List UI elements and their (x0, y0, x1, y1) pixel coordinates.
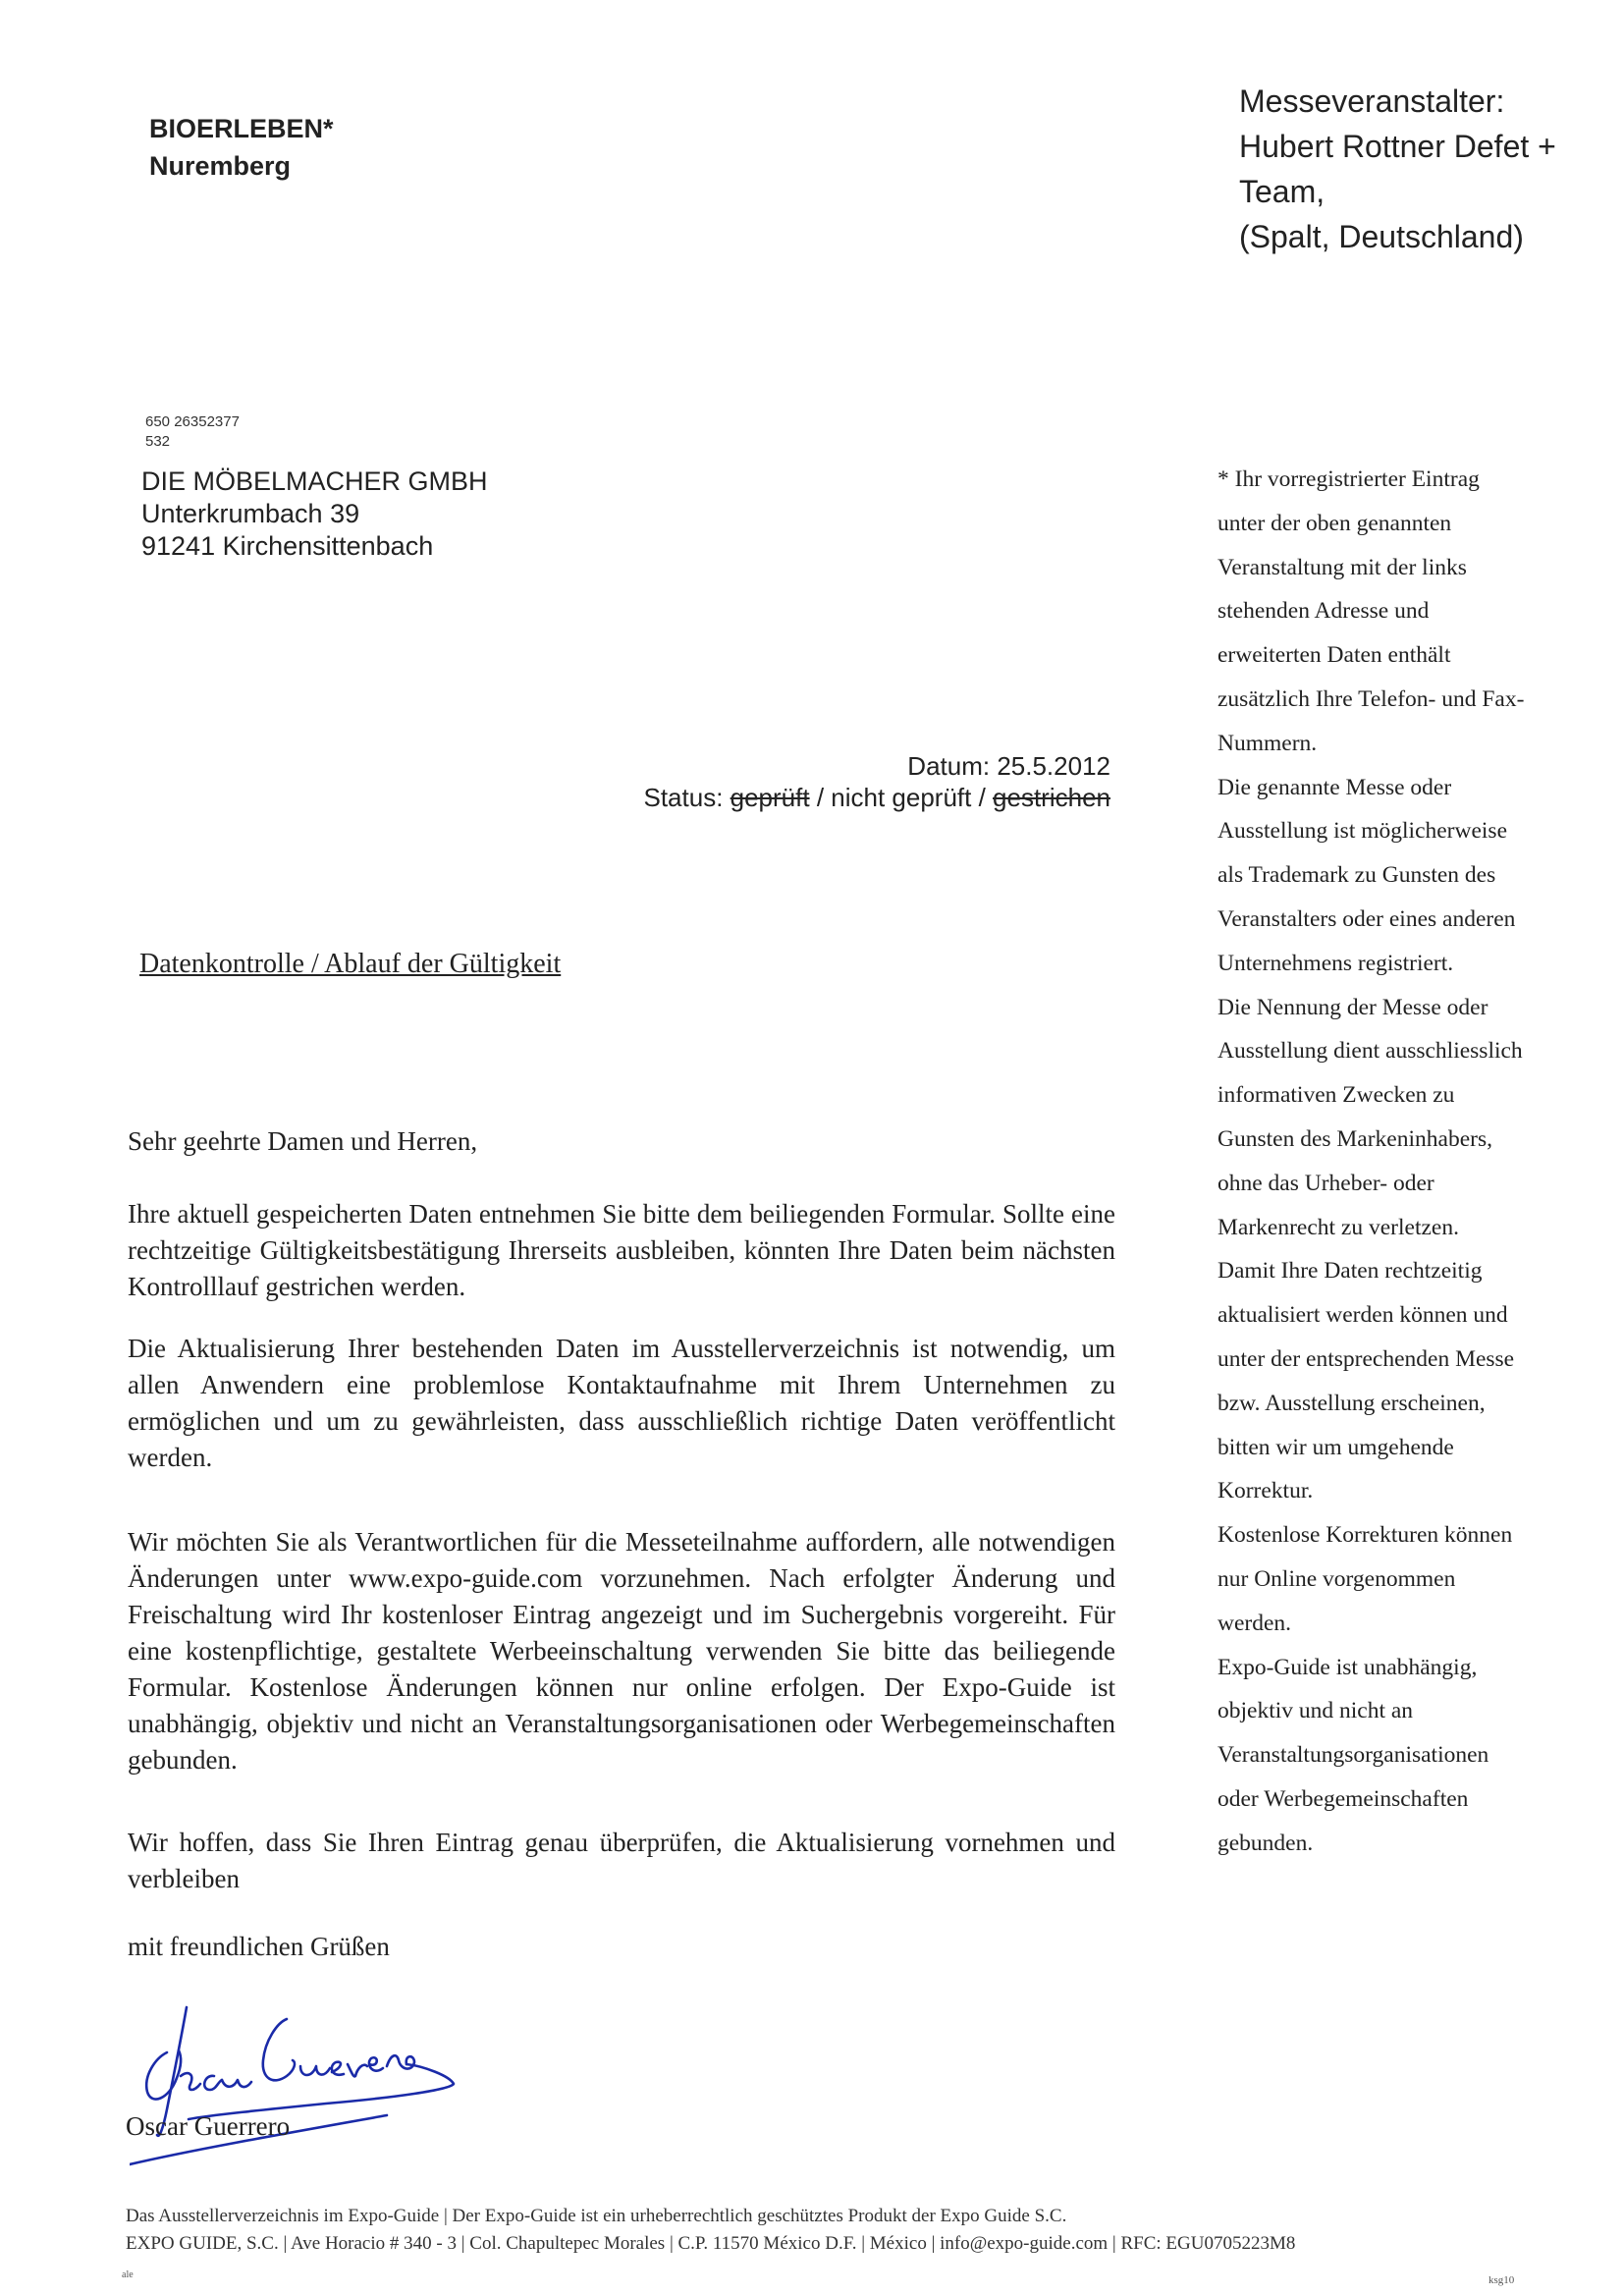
corner-mark-left: ale (122, 2269, 134, 2280)
organizer-line-2: Team, (1239, 174, 1325, 209)
recipient-company: DIE MÖBELMACHER GMBH (141, 466, 488, 496)
reference-number-2: 532 (145, 433, 171, 450)
closing-line: mit freundlichen Grüßen (128, 1932, 390, 1961)
date-status-block (643, 750, 1110, 813)
status-checked: geprüft (730, 783, 810, 812)
reference-number-1: 650 26352377 (145, 413, 240, 430)
paragraph-4: Wir hoffen, dass Sie Ihren Eintrag genau überprüfen, die Aktualisierung vornehmen und verbleiben (128, 1828, 1115, 1893)
status-unchecked: nicht geprüft (831, 783, 972, 812)
reference-numbers (145, 412, 240, 452)
side-note-paragraph-5: Kostenlose Korrekturen können nur Online vorgenommen werden. (1217, 1522, 1513, 1636)
recipient-city: 91241 Kirchensittenbach (141, 531, 434, 561)
footer-line-2: EXPO GUIDE, S.C. | Ave Horacio # 340 - 3 | Col. Chapultepec Morales | C.P. 11570 México D.F. | México | info@expo-guide.com | RFC: EGU0705223M8 (126, 2233, 1296, 2254)
paragraph-2: Die Aktualisierung Ihrer bestehenden Daten im Ausstellerverzeichnis ist notwendig, um allen Anwendern eine problemlose Kontaktaufnahme mit Ihrem Unternehmen zu ermöglichen und um zu gewährleisten, dass ausschließlich richtige Daten veröffentlicht werden. (128, 1334, 1115, 1472)
status-separator: / (809, 783, 832, 812)
status-separator: / (971, 783, 994, 812)
recipient-street: Unterkrumbach 39 (141, 499, 360, 528)
status-deleted: gestrichen (993, 783, 1110, 812)
organizer-line-3: (Spalt, Deutschland) (1239, 219, 1524, 254)
side-note-paragraph-2: Die genannte Messe oder Ausstellung ist möglicherweise als Trademark zu Gunsten des Veranstalters oder eines anderen Unternehmens registriert. (1217, 774, 1516, 976)
sender-block (149, 110, 334, 185)
salutation: Sehr geehrte Damen und Herren, (128, 1126, 478, 1156)
footer-line-1: Das Ausstellerverzeichnis im Expo-Guide | Der Expo-Guide ist ein urheberrechtlich geschütztes Produkt der Expo Guide S.C. (126, 2206, 1067, 2226)
organizer-line-1: Hubert Rottner Defet + (1239, 129, 1556, 164)
paragraph-1: Ihre aktuell gespeicherten Daten entnehmen Sie bitte dem beiliegenden Formular. Sollte eine rechtzeitige Gültigkeitsbestätigung Ihrerseits ausbleiben, könnten Ihre Daten beim nächsten Kontrolllauf gestrichen werden. (128, 1199, 1115, 1301)
side-note-paragraph-1: * Ihr vorregistrierter Eintrag unter der oben genannten Veranstaltung mit der links stehenden Adresse und erweiterten Daten enthält zusätzlich Ihre Telefon- und Fax-Nummern. (1217, 466, 1525, 756)
recipient-address (141, 465, 488, 563)
status-line (643, 782, 1110, 813)
paragraph-3: Wir möchten Sie als Verantwortlichen für die Messeteilnahme auffordern, alle notwendigen Änderungen unter www.expo-guide.com vorzunehmen. Nach erfolgter Änderung und Freischaltung wird Ihr kostenloser Eintrag angezeigt und im Suchergebnis vorgereiht. Für eine kostenpflichtige, gestaltete Werbeeinschaltung verwenden Sie bitte das beiliegende Formular. Kostenlose Änderungen können nur online erfolgen. Der Expo-Guide ist unabhängig, objektiv und nicht an Veranstaltungsorganisationen oder Werbegemeinschaften gebunden. (128, 1527, 1115, 1775)
date-line: Datum: 25.5.2012 (907, 751, 1110, 781)
status-prefix: Status: (643, 783, 730, 812)
side-note (1217, 458, 1532, 1866)
subject-line: Datenkontrolle / Ablauf der Gültigkeit (139, 949, 562, 979)
organizer-block (1239, 79, 1556, 259)
corner-mark-right: ksg10 (1488, 2274, 1515, 2286)
side-note-paragraph-4: Damit Ihre Daten rechtzeitig aktualisiert werden können und unter der entsprechenden Messe bzw. Ausstellung erscheinen, bitten wir um umgehende Korrektur. (1217, 1258, 1515, 1504)
side-note-paragraph-6: Expo-Guide ist unabhängig, objektiv und nicht an Veranstaltungsorganisationen oder Werbegemeinschaften gebunden. (1217, 1654, 1489, 1856)
footer (126, 2203, 1295, 2258)
side-note-paragraph-3: Die Nennung der Messe oder Ausstellung dient ausschliesslich informativen Zwecken zu Gunsten des Markeninhabers, ohne das Urheber- oder Markenrecht zu verletzen. (1217, 994, 1523, 1240)
signer-name: Oscar Guerrero (126, 2111, 291, 2141)
organizer-label: Messeveranstalter: (1239, 83, 1505, 119)
sender-city: Nuremberg (149, 151, 292, 181)
sender-name: BIOERLEBEN* (149, 114, 334, 143)
